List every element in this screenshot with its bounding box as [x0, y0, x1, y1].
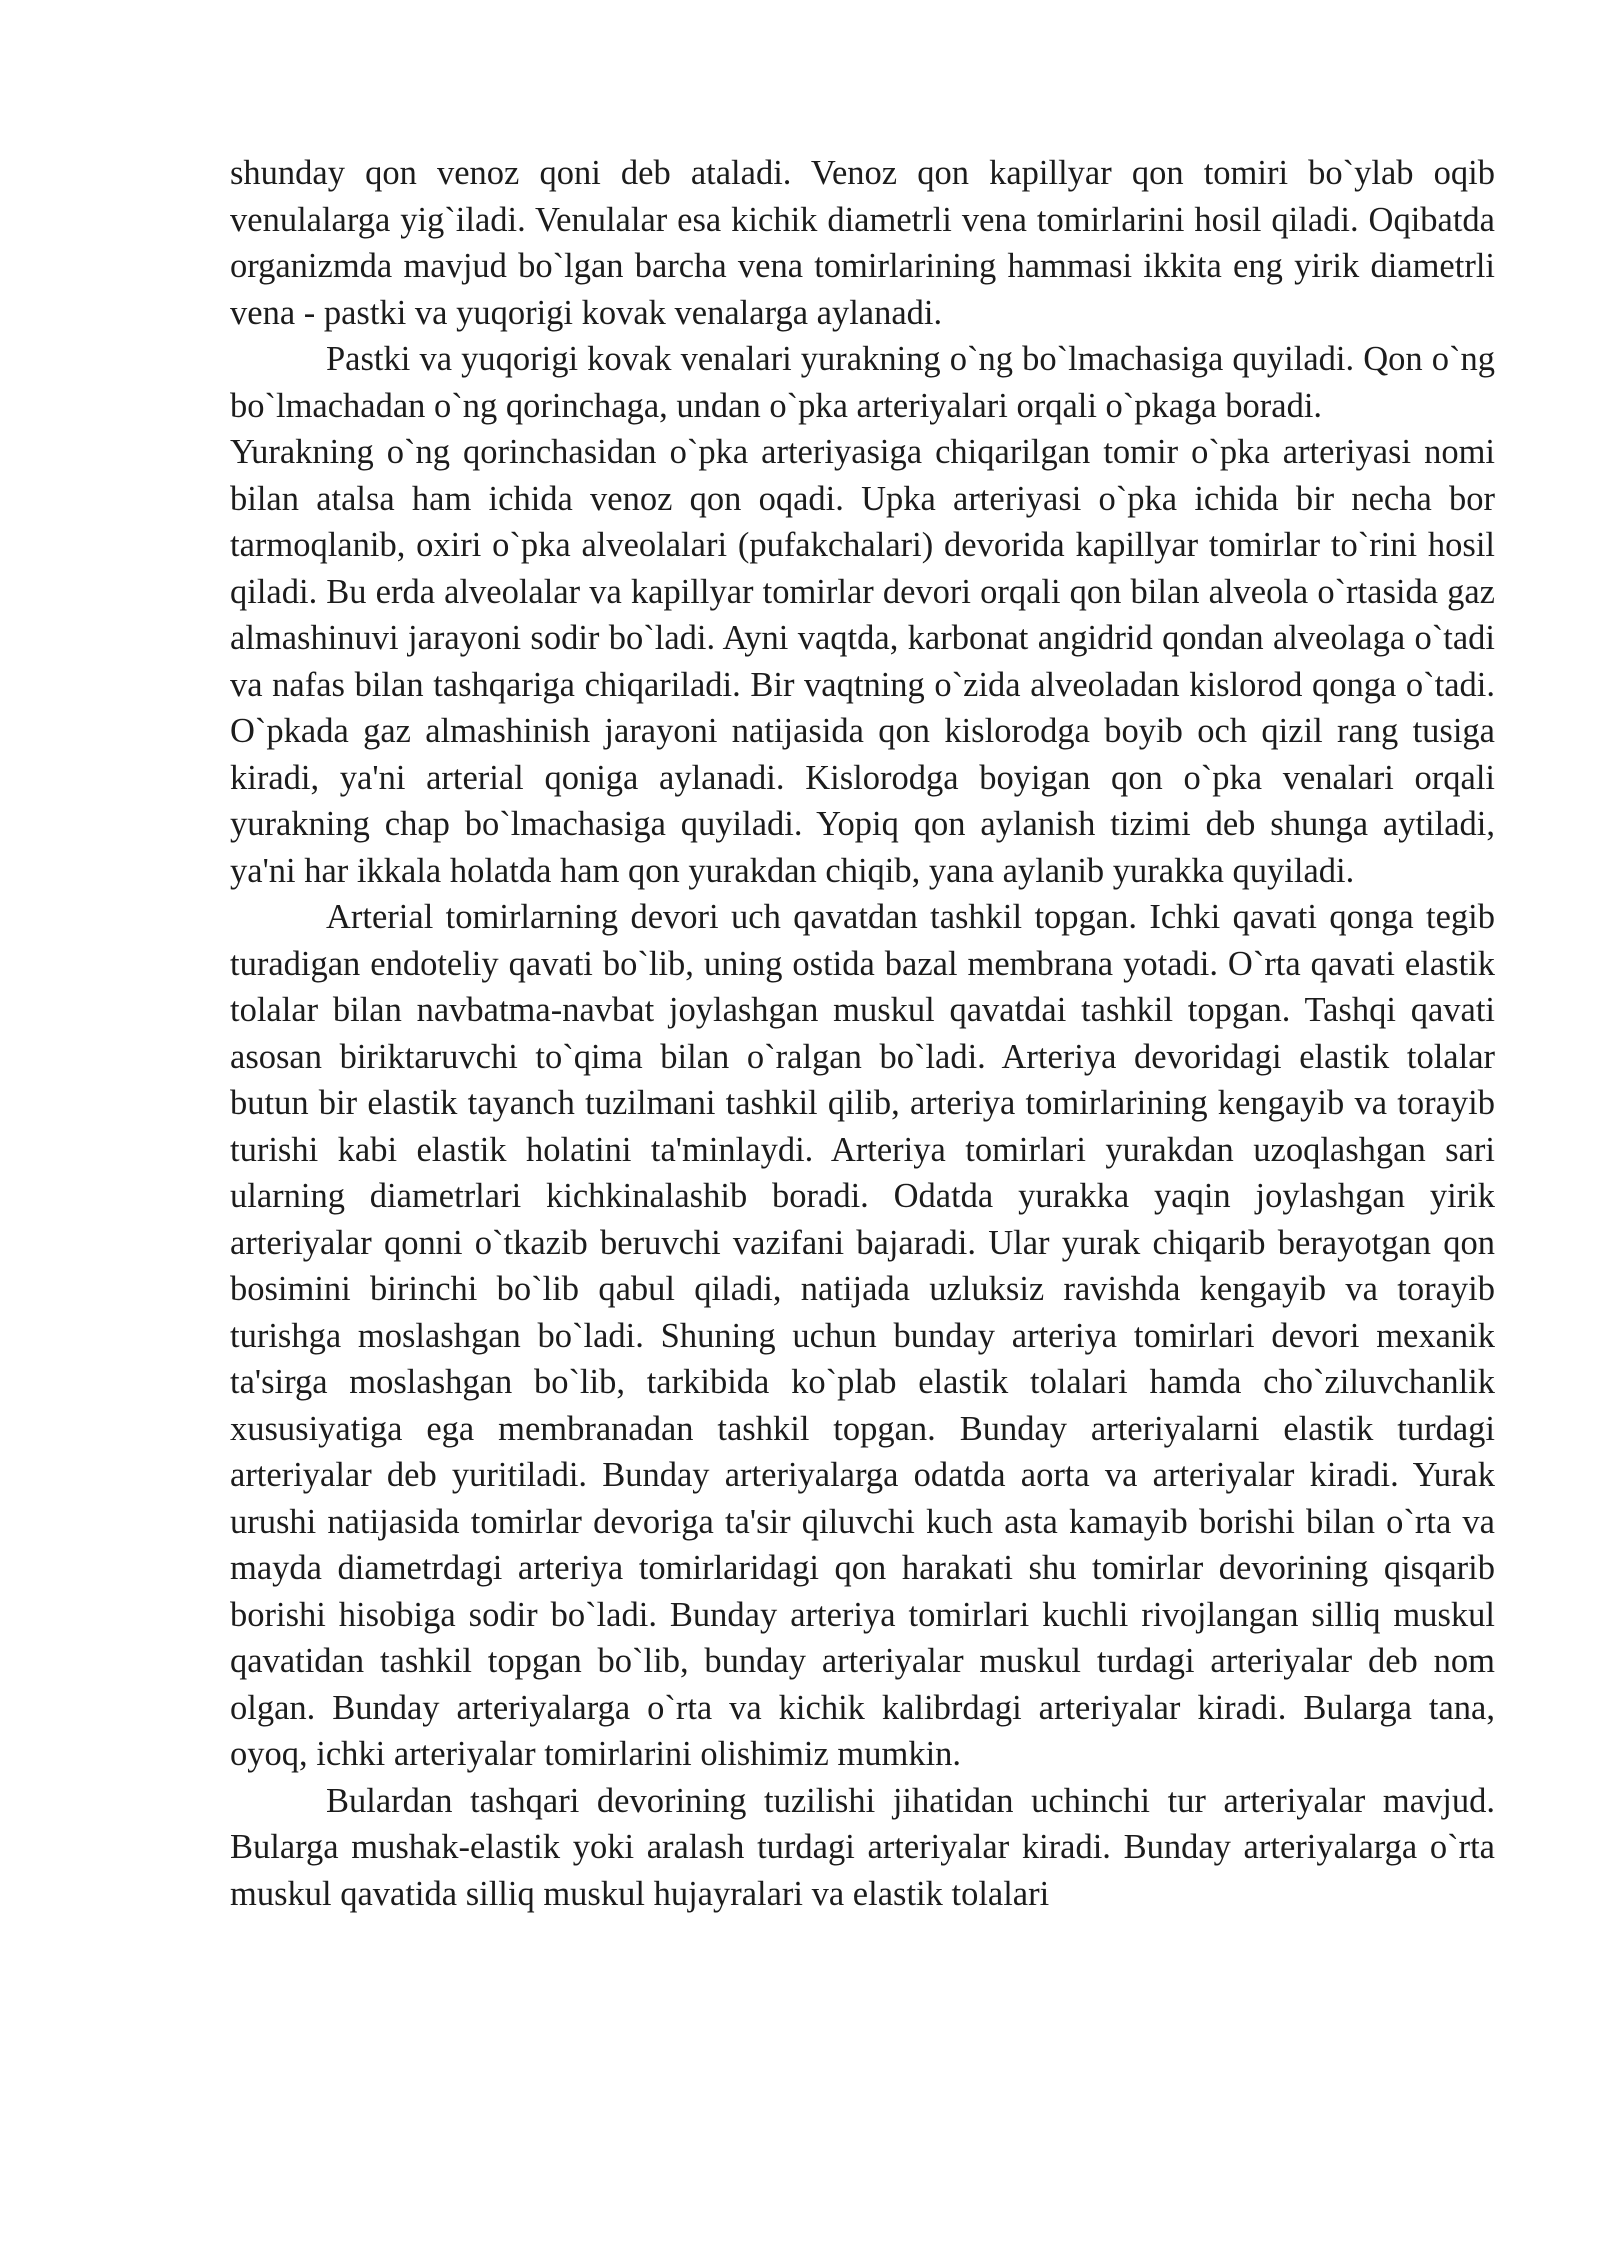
paragraph-3: Yurakning o`ng qorinchasidan o`pka arteriyasiga chiqarilgan tomir o`pka arteriyasi nomi bilan atalsa ham ichida venoz qon oqadi. Upka arteriyasi o`pka ichida bir necha bor tarmoqlanib, oxiri o`pka alveolalari (pufakchalari) devorida kapillyar tomirlar to`rini hosil qiladi. Bu erda alveolalar va kapillyar tomirlar devori orqali qon bilan alveola o`rtasida gaz almashinuvi jarayoni sodir bo`ladi. Ayni vaqtda, karbonat angidrid qondan alveolaga o`tadi va nafas bilan tashqariga chiqariladi. Bir vaqtning o`zida alveoladan kislorod qonga o`tadi. O`pkada gaz almashinish jarayoni natijasida qon kislorodga boyib och qizil rang tusiga kiradi, ya'ni arterial qoniga aylanadi. Kislorodga boyigan qon o`pka venalari orqali yurakning chap bo`lmachasiga quyiladi. Yopiq qon aylanish tizimi deb shunga aytiladi, ya'ni har ikkala holatda ham qon yurakdan chiqib, yana aylanib yurakka quyiladi.	[230, 433, 1495, 890]
paragraph-5: Bulardan tashqari devorining tuzilishi jihatidan uchinchi tur arteriyalar mavjud. Bularga mushak-elastik yoki aralash turdagi arteriyalar kiradi. Bunday arteriyalarga o`rta muskul qavatida silliq muskul hujayralari va elastik tolalari	[230, 1781, 1495, 1913]
paragraph-2: Pastki va yuqorigi kovak venalari yurakning o`ng bo`lmachasiga quyiladi. Qon o`ng bo`lmachadan o`ng qorinchaga, undan o`pka arteriyalari orqali o`pkaga boradi.	[230, 340, 1495, 425]
paragraph-4: Arterial tomirlarning devori uch qavatdan tashkil topgan. Ichki qavati qonga tegib turadigan endoteliy qavati bo`lib, uning ostida bazal membrana yotadi. O`rta qavati elastik tolalar bilan navbatma-navbat joylashgan muskul qavatdai tashkil topgan. Tashqi qavati asosan biriktaruvchi to`qima bilan o`ralgan bo`ladi. Arteriya devoridagi elastik tolalar butun bir elastik tayanch tuzilmani tashkil qilib, arteriya tomirlarining kengayib va torayib turishi kabi elastik holatini ta'minlaydi. Arteriya tomirlari yurakdan uzoqlashgan sari ularning diametrlari kichkinalashib boradi. Odatda yurakka yaqin joylashgan yirik arteriyalar qonni o`tkazib beruvchi vazifani bajaradi. Ular yurak chiqarib berayotgan qon bosimini birinchi bo`lib qabul qiladi, natijada uzluksiz ravishda kengayib va torayib turishga moslashgan bo`ladi. Shuning uchun bunday arteriya tomirlari devori mexanik ta'sirga moslashgan bo`lib, tarkibida ko`plab elastik tolalari hamda cho`ziluvchanlik xususiyatiga ega membranadan tashkil topgan. Bunday arteriyalarni elastik turdagi arteriyalar deb yuritiladi. Bunday arteriyalarga odatda aorta va arteriyalar kiradi. Yurak urushi natijasida tomirlar devoriga ta'sir qiluvchi kuch asta kamayib borishi bilan o`rta va mayda diametrdagi arteriya tomirlaridagi qon harakati shu tomirlar devorining qisqarib borishi hisobiga sodir bo`ladi. Bunday arteriya tomirlari kuchli rivojlangan silliq muskul qavatidan tashkil topgan bo`lib, bunday arteriyalar muskul turdagi arteriyalar deb nom olgan. Bunday arteriyalarga o`rta va kichik kalibrdagi arteriyalar kiradi. Bularga tana, oyoq, ichki arteriyalar tomirlarini olishimiz mumkin.	[230, 898, 1495, 1773]
document-body	[230, 150, 1495, 1917]
paragraph-1: shunday qon venoz qoni deb ataladi. Venoz qon kapillyar qon tomiri bo`ylab oqib venulalarga yig`iladi. Venulalar esa kichik diametrli vena tomirlarini hosil qiladi. Oqibatda organizmda mavjud bo`lgan barcha vena tomirlarining hammasi ikkita eng yirik diametrli vena - pastki va yuqorigi kovak venalarga aylanadi.	[230, 154, 1495, 332]
